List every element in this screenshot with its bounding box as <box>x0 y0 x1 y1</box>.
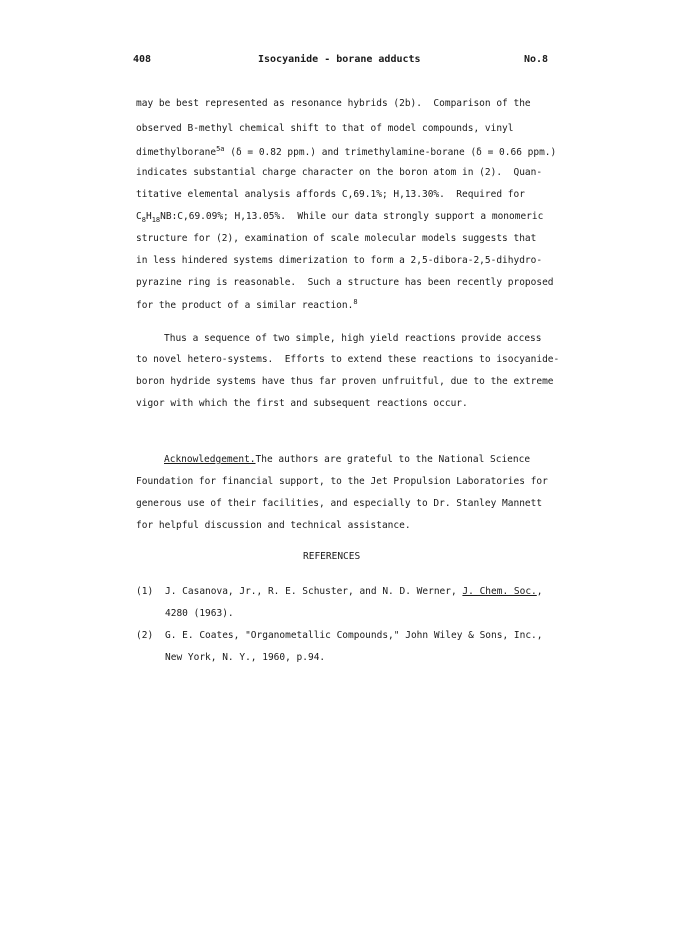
text-fragment: for the product of a similar reaction. <box>136 300 354 312</box>
text-fragment: , <box>536 586 543 597</box>
text-line: vigor with which the first and subsequent reactions occur. <box>136 398 468 409</box>
page-number: 408 <box>133 54 152 65</box>
text-fragment: (δ = 0.82 ppm.) and trimethylamine-borane (δ = 0.66 ppm.) <box>224 147 557 159</box>
text-line: Thus a sequence of two simple, high yield reactions provide access <box>164 333 542 344</box>
formula-subscript: 8 <box>141 215 146 224</box>
citation-superscript: 8 <box>353 298 358 306</box>
reference-number: (1) <box>136 586 154 597</box>
text-line <box>136 145 556 158</box>
text-line: New York, N. Y., 1960, p.94. <box>165 652 326 663</box>
text-fragment: J. Casanova, Jr., R. E. Schuster, and N. D. Werner, <box>165 586 463 597</box>
text-line: structure for (2), examination of scale molecular models suggests that <box>136 233 537 244</box>
text-line: 4280 (1963). <box>165 608 234 619</box>
text-fragment: dimethylborane <box>136 147 217 159</box>
running-title: Isocyanide - borane adducts <box>258 54 421 65</box>
journal-issue-number: No.8 <box>524 54 549 65</box>
text-line: Foundation for financial support, to the Jet Propulsion Laboratories for <box>136 476 548 487</box>
formula-fragment: C <box>136 211 142 222</box>
journal-name: J. Chem. Soc. <box>462 586 537 597</box>
text-line <box>136 298 358 311</box>
citation-superscript: 5a <box>216 145 225 153</box>
text-fragment: NB:C,69.09%; H,13.05%. While our data strongly support a monomeric <box>160 211 544 222</box>
formula-subscript: 18 <box>151 215 161 224</box>
formula-fragment: H <box>145 211 152 222</box>
text-line: observed B-methyl chemical shift to that of model compounds, vinyl <box>136 123 514 134</box>
text-line: indicates substantial charge character on the boron atom in (2). Quan- <box>136 167 543 178</box>
text-line: may be best represented as resonance hybrids (2b). Comparison of the <box>136 98 531 109</box>
text-line: boron hydride systems have thus far proven unfruitful, due to the extreme <box>136 376 554 387</box>
text-line <box>165 586 543 597</box>
text-line: pyrazine ring is reasonable. Such a structure has been recently proposed <box>136 277 554 288</box>
text-line: to novel hetero-systems. Efforts to extend these reactions to isocyanide- <box>136 354 560 365</box>
text-line: G. E. Coates, "Organometallic Compounds," John Wiley & Sons, Inc., <box>165 630 543 641</box>
text-line: generous use of their facilities, and especially to Dr. Stanley Mannett <box>136 498 543 509</box>
reference-number: (2) <box>136 630 154 641</box>
acknowledgement-heading: Acknowledgement. <box>164 454 256 465</box>
references-heading: REFERENCES <box>303 551 361 562</box>
text-line: for helpful discussion and technical assistance. <box>136 520 411 531</box>
text-line <box>164 454 530 465</box>
text-line: in less hindered systems dimerization to form a 2,5-dibora-2,5-dihydro- <box>136 255 543 266</box>
text-line: titative elemental analysis affords C,69.1%; H,13.30%. Required for <box>136 189 525 200</box>
text-line <box>136 211 543 224</box>
text-fragment: The authors are grateful to the National Science <box>255 454 531 465</box>
